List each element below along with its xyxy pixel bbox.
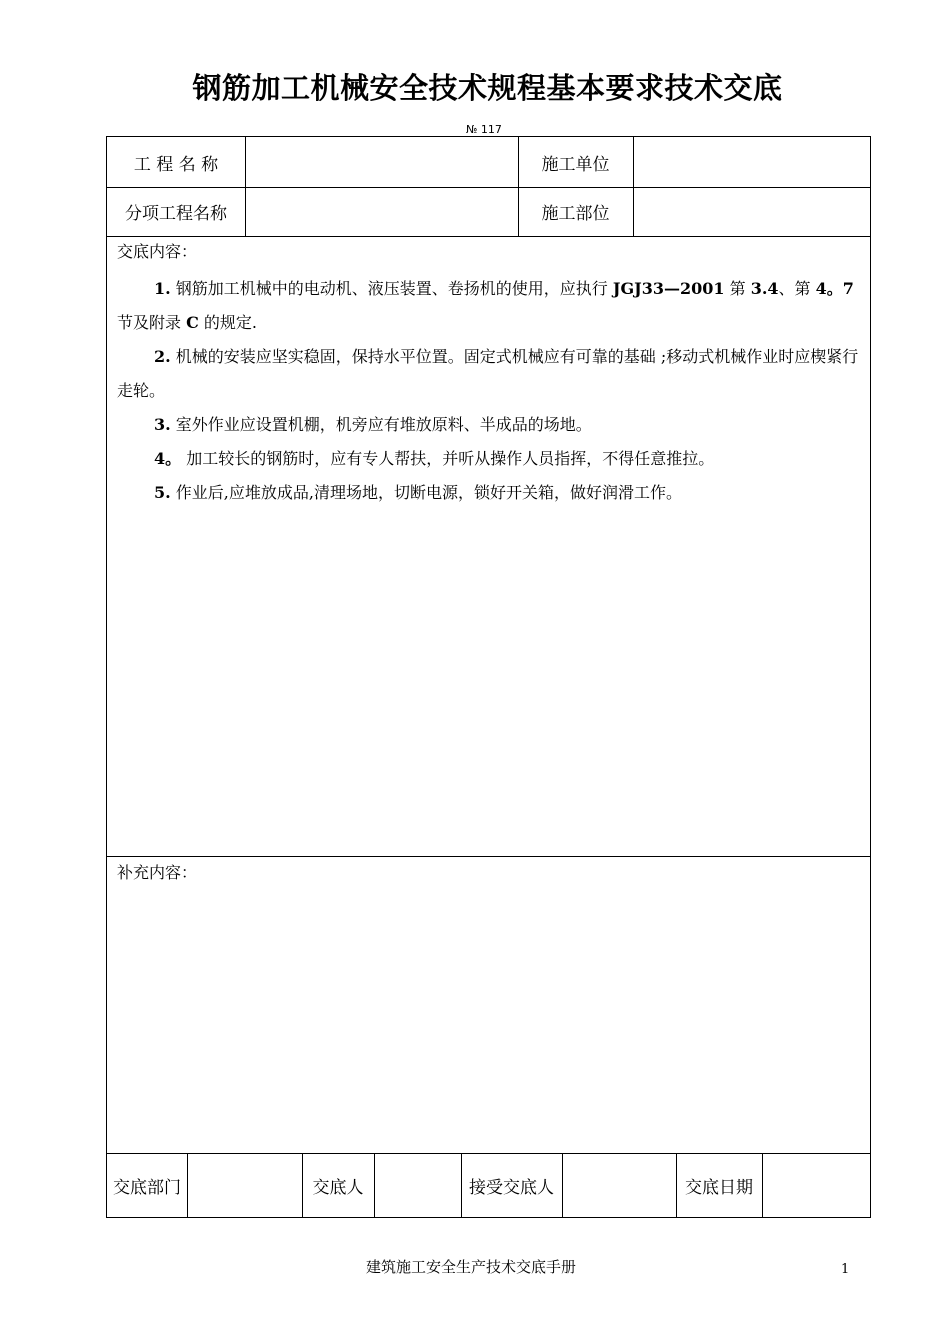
receiver-field[interactable] — [563, 1153, 676, 1217]
item-number: 2. — [154, 347, 171, 366]
construction-part-label: 施工部位 — [541, 204, 610, 224]
date-label: 交底日期 — [685, 1177, 753, 1198]
document-number: № 117 — [466, 123, 502, 136]
receiver-label: 接受交底人 — [469, 1177, 554, 1198]
content-item-1: 1. 钢筋加工机械中的电动机、液压装置、卷扬机的使用，应执行 JGJ33—2001 第 3.4、第 4。7 节及附录 C 的规定. — [117, 279, 854, 332]
item-number: 3. — [154, 415, 171, 434]
content-heading: 交底内容： — [117, 242, 198, 261]
item-number: 5. — [154, 483, 171, 502]
footer-text: 建筑施工安全生产技术交底手册 — [366, 1258, 577, 1276]
supplement-heading: 补充内容： — [117, 863, 198, 882]
sub-project-label: 分项工程名称 — [125, 204, 227, 224]
project-name-field[interactable] — [246, 137, 518, 187]
construction-unit-field[interactable] — [634, 137, 870, 187]
content-item-2: 2. 机械的安装应坚实稳固，保持水平位置。固定式机械应有可靠的基础 ;移动式机械作业时应楔紧行走轮。 — [117, 347, 859, 400]
disclosure-content — [107, 237, 869, 857]
sub-project-field[interactable] — [246, 187, 518, 236]
content-item-5: 5. 作业后,应堆放成品,清理场地，切断电源，锁好开关箱，做好润滑工作。 — [154, 483, 682, 502]
dept-field[interactable] — [188, 1153, 302, 1217]
construction-unit-label: 施工单位 — [541, 154, 610, 175]
page-number: 1 — [841, 1262, 850, 1277]
content-item-4: 4。 加工较长的钢筋时，应有专人帮扶，并听从操作人员指挥，不得任意推拉。 — [154, 449, 715, 468]
project-name-label: 工 程 名 称 — [133, 154, 219, 175]
disclosure-form — [106, 136, 871, 1218]
standard-code: JGJ33—2001 — [612, 279, 725, 298]
dept-label: 交底部门 — [113, 1177, 181, 1198]
content-item-3: 3. 室外作业应设置机棚，机旁应有堆放原料、半成品的场地。 — [154, 415, 592, 434]
document-title: 钢筋加工机械安全技术规程基本要求技术交底 — [192, 71, 783, 105]
construction-part-field[interactable] — [634, 187, 870, 236]
item-number: 4。 — [154, 449, 182, 468]
item-number: 1. — [154, 279, 171, 298]
date-field[interactable] — [763, 1153, 870, 1217]
person-field[interactable] — [375, 1153, 461, 1217]
person-label: 交底人 — [312, 1177, 364, 1198]
